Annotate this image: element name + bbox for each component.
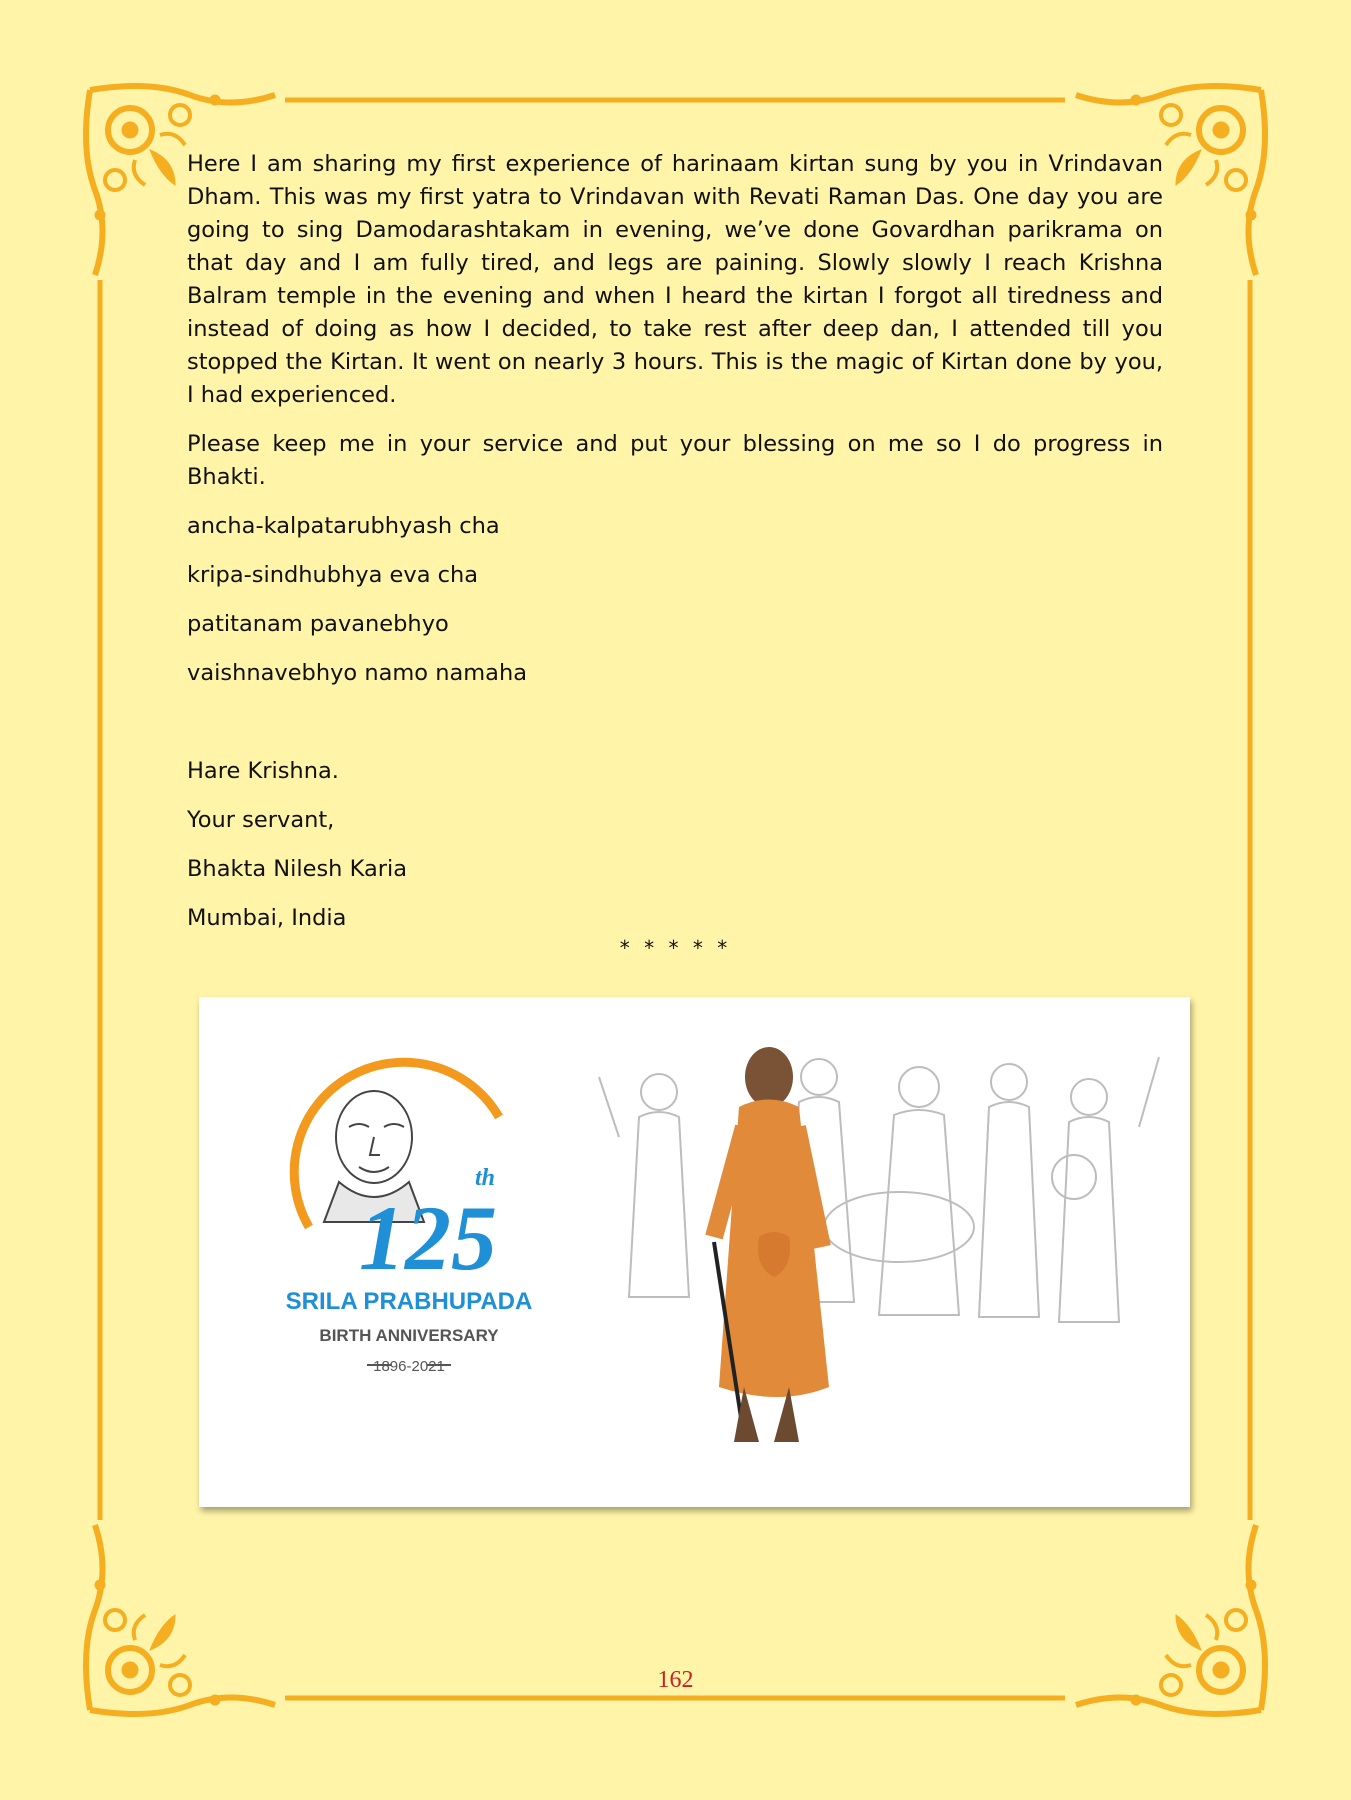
verse-line-2: kripa-sindhubhya eva cha: [187, 562, 479, 588]
letter-body: [187, 148, 1163, 951]
signature-name: Bhakta Nilesh Karia: [187, 856, 408, 882]
salutation: Your servant,: [187, 807, 335, 833]
anniversary-number: 125: [359, 1187, 497, 1289]
letter-paragraph-1: Here I am sharing my first experience of harinaam kirtan sung by you in Vrindavan Dham. This was my first yatra to Vrindavan with Revati Raman Das. One day you are going to sing Damodarashtakam in evening, we’ve done Govardhan parikrama on that day and I am fully tired, and legs are paining. Slowly slowly I reach Krishna Balram temple in the evening and when I heard the kirtan I forgot all tiredness and instead of doing as how I decided, to take rest after deep dan, I attended till you stopped the Kirtan. It went on nearly 3 hours. This is the magic of Kirtan done by you, I had experienced.: [187, 151, 1163, 408]
anniversary-suffix: th: [475, 1165, 496, 1191]
signature-location: Mumbai, India: [187, 905, 347, 931]
verse-line-4: vaishnavebhyo namo namaha: [187, 660, 528, 686]
verse-line-1: ancha-kalpatarubhyash cha: [187, 513, 500, 539]
verse-line-3: patitanam pavanebhyo: [187, 611, 449, 637]
banner-title: SRILA PRABHUPADA: [285, 1288, 533, 1315]
section-separator: * * * * *: [619, 936, 732, 960]
closing-greeting: Hare Krishna.: [187, 758, 339, 784]
walking-figure-icon: [714, 1047, 829, 1442]
crowd-sketch-icon: [599, 1057, 1159, 1322]
banner-subtitle: BIRTH ANNIVERSARY: [319, 1326, 499, 1345]
page-number: 162: [657, 1667, 694, 1693]
banner-illustration: [199, 997, 1190, 1507]
banner-years: 1896-2021: [373, 1358, 445, 1375]
anniversary-banner-image: [199, 997, 1190, 1507]
letter-paragraph-2: Please keep me in your service and put your blessing on me so I do progress in Bhakti.: [187, 431, 1163, 490]
